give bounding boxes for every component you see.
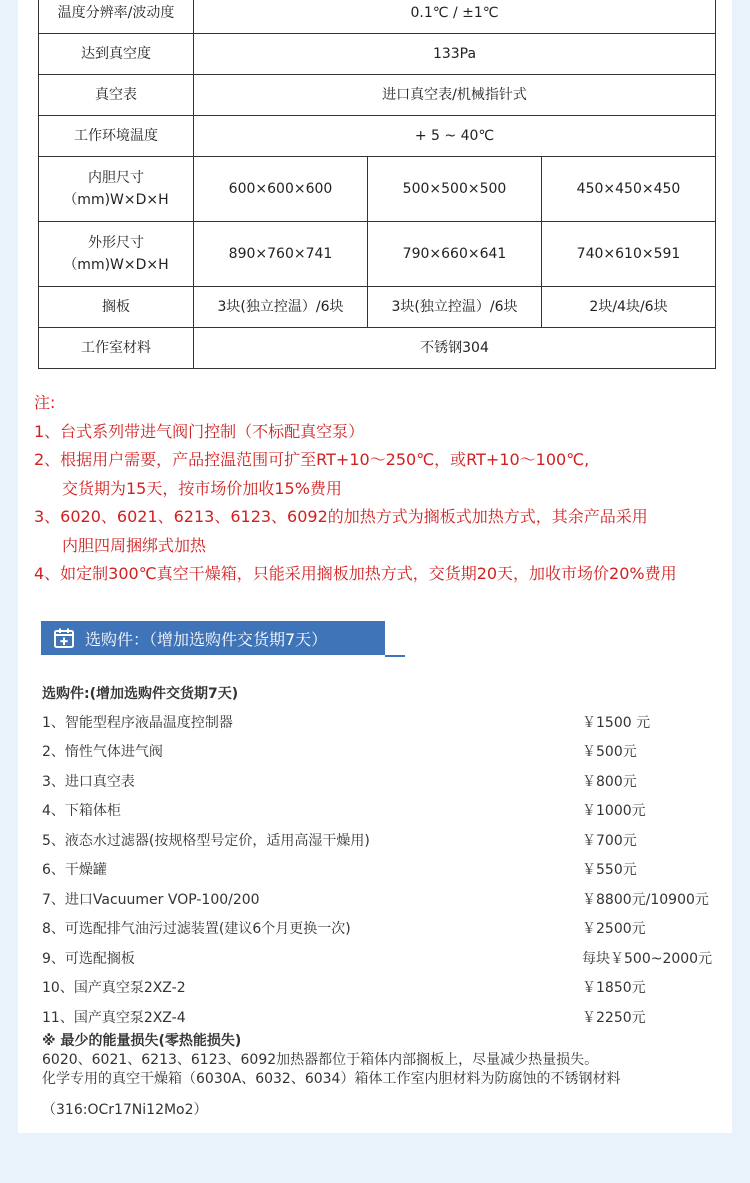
option-name: 7、进口Vacuumer VOP-100/200 <box>42 891 260 908</box>
table-row <box>39 328 716 369</box>
banner-title: 选购件：（增加选购件交货期7天） <box>85 629 328 649</box>
option-name: 10、国产真空泵2XZ-2 <box>42 980 186 997</box>
banner-underline <box>385 655 405 657</box>
options-heading: 选购件:(增加选购件交货期7天) <box>42 686 239 702</box>
list-item <box>42 737 722 767</box>
table-cell: 450×450×450 <box>542 157 716 222</box>
row-value: 0.1℃ / ±1℃ <box>194 0 716 34</box>
content-card <box>18 0 732 1133</box>
table-cell: 3块(独立控温）/6块 <box>368 287 542 328</box>
table-row <box>39 34 716 75</box>
table-row <box>39 116 716 157</box>
row-label <box>39 157 194 222</box>
row-label-line2: （mm)W×D×H <box>63 192 169 208</box>
row-label: 真空表 <box>39 75 194 116</box>
row-value: 进口真空表/机械指针式 <box>194 75 716 116</box>
option-name: 6、干燥罐 <box>42 862 107 879</box>
list-item <box>42 707 722 737</box>
row-label: 达到真空度 <box>39 34 194 75</box>
energy-line: 化学专用的真空干燥箱（6030A、6032、6034）箱体工作室内胆材料为防腐蚀的不锈钢材料 <box>42 1070 621 1087</box>
option-name: 8、可选配排气油污过滤装置(建议6个月更换一次) <box>42 921 351 938</box>
option-price: ￥2500元 <box>582 921 646 938</box>
note-line: 交货期为15天，按市场价加收15%费用 <box>62 478 342 498</box>
list-item <box>42 914 722 944</box>
row-label <box>39 222 194 287</box>
option-name: 11、国产真空泵2XZ-4 <box>42 1009 186 1026</box>
option-name: 5、液态水过滤器(按规格型号定价，适用高湿干燥用) <box>42 832 370 849</box>
table-cell: 890×760×741 <box>194 222 368 287</box>
option-name: 9、可选配搁板 <box>42 950 135 967</box>
table-cell: 500×500×500 <box>368 157 542 222</box>
option-price: ￥8800元/10900元 <box>582 891 709 908</box>
table-cell: 3块(独立控温）/6块 <box>194 287 368 328</box>
option-price: ￥2250元 <box>582 1009 646 1026</box>
table-row <box>39 0 716 34</box>
notes-block <box>34 389 677 589</box>
table-cell: 600×600×600 <box>194 157 368 222</box>
row-label: 搁板 <box>39 287 194 328</box>
option-price: 每块￥500~2000元 <box>582 950 713 967</box>
energy-section <box>42 1032 722 1120</box>
row-label: 工作环境温度 <box>39 116 194 157</box>
table-row <box>39 222 716 287</box>
row-value: 不锈钢304 <box>194 328 716 369</box>
row-label-line2: （mm)W×D×H <box>63 257 169 273</box>
list-item <box>42 973 722 1003</box>
table-cell: 790×660×641 <box>368 222 542 287</box>
list-item <box>42 943 722 973</box>
material-spec: （316:OCr17Ni12Mo2） <box>42 1101 208 1118</box>
option-price: ￥1500 元 <box>582 714 651 731</box>
option-price: ￥800元 <box>582 773 637 790</box>
options-banner <box>41 621 385 655</box>
option-price: ￥1850元 <box>582 980 646 997</box>
note-line: 4、如定制300℃真空干燥箱，只能采用搁板加热方式，交货期20天，加收市场价20%费用 <box>34 564 677 583</box>
option-price: ￥550元 <box>582 862 637 879</box>
option-price: ￥500元 <box>582 744 637 761</box>
table-cell: 740×610×591 <box>542 222 716 287</box>
row-value: + 5 ~ 40℃ <box>194 116 716 157</box>
list-item <box>42 884 722 914</box>
note-line: 2、根据用户需要，产品控温范围可扩至RT+10～250℃，或RT+10～100℃, <box>34 450 590 469</box>
energy-line: 6020、6021、6213、6123、6092加热器都位于箱体内部搁板上，尽量减少热量损失。 <box>42 1051 599 1068</box>
notes-title: 注: <box>34 393 56 412</box>
options-list <box>42 683 722 1120</box>
list-item <box>42 1002 722 1032</box>
spec-table <box>38 0 716 369</box>
list-item <box>42 796 722 826</box>
option-name: 3、进口真空表 <box>42 773 135 790</box>
option-price: ￥700元 <box>582 832 637 849</box>
list-item <box>42 855 722 885</box>
option-name: 4、下箱体柜 <box>42 803 121 820</box>
option-name: 1、智能型程序液晶温度控制器 <box>42 714 233 731</box>
row-value: 133Pa <box>194 34 716 75</box>
table-cell: 2块/4块/6块 <box>542 287 716 328</box>
list-item <box>42 825 722 855</box>
table-row <box>39 287 716 328</box>
note-line: 3、6020、6021、6213、6123、6092的加热方式为搁板式加热方式，其余产品采用 <box>34 507 648 526</box>
row-label-line1: 外形尺寸 <box>88 235 144 251</box>
table-row <box>39 157 716 222</box>
option-name: 2、惰性气体进气阀 <box>42 744 163 761</box>
calendar-plus-icon <box>53 627 75 649</box>
row-label: 温度分辨率/波动度 <box>39 0 194 34</box>
row-label-line1: 内胆尺寸 <box>88 170 144 186</box>
energy-title: ※ 最少的能量损失(零热能损失) <box>42 1032 242 1049</box>
row-label: 工作室材料 <box>39 328 194 369</box>
note-line: 内胆四周捆绑式加热 <box>62 535 207 555</box>
option-price: ￥1000元 <box>582 803 646 820</box>
table-row <box>39 75 716 116</box>
note-line: 1、台式系列带进气阀门控制（不标配真空泵） <box>34 421 365 441</box>
list-item <box>42 766 722 796</box>
